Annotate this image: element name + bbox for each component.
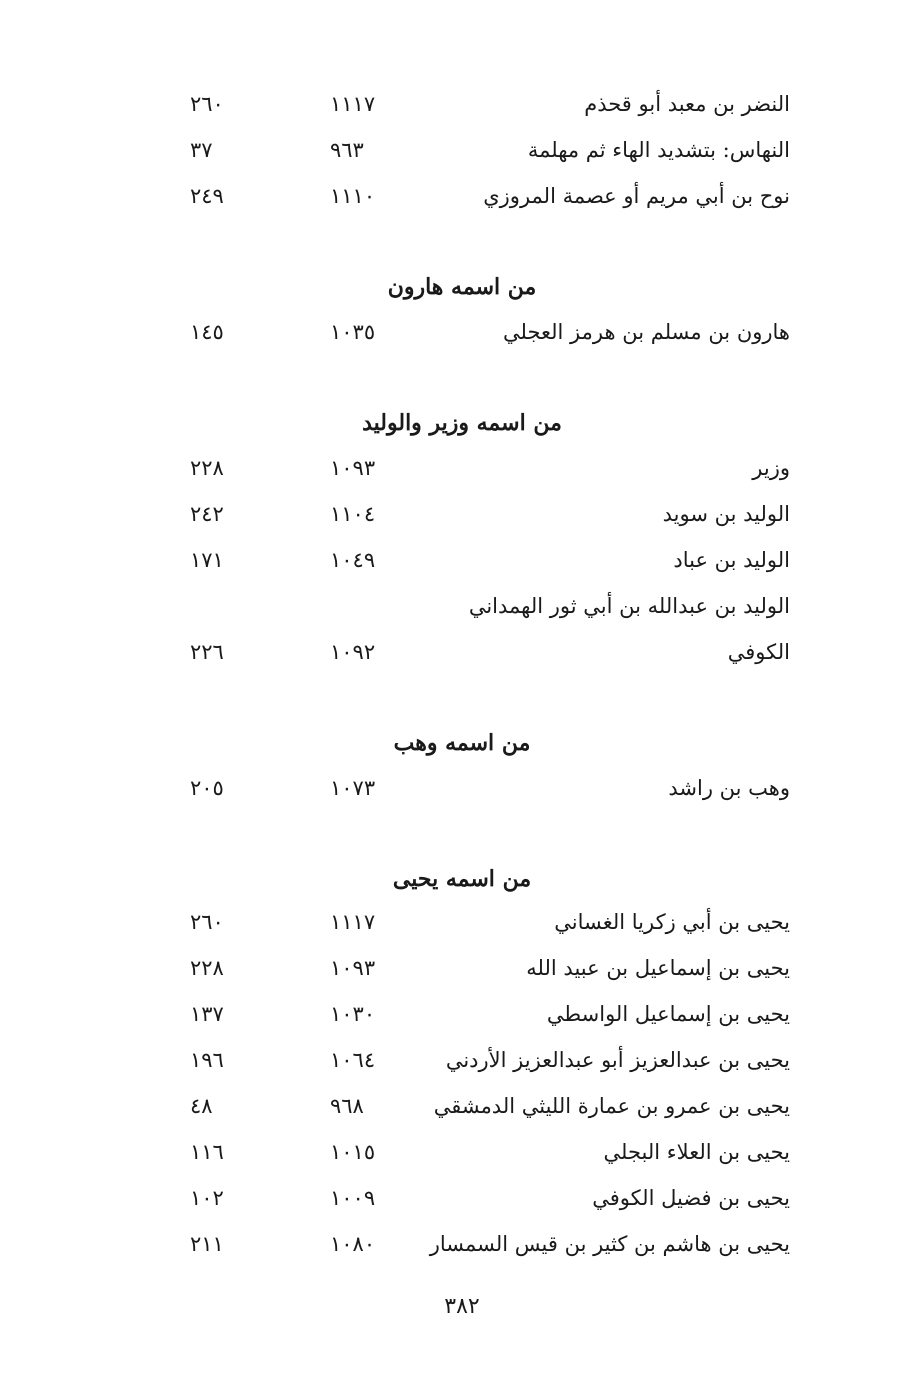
entry-name: يحيى بن العلاء البجلي (603, 1140, 790, 1164)
index-row (0, 1094, 924, 1134)
entry-name: نوح بن أبي مريم أو عصمة المروزي (483, 184, 790, 208)
section-heading: من اسمه يحيى (392, 866, 532, 892)
index-row (0, 776, 924, 816)
entry-number: ١٠٩٣ (330, 956, 376, 980)
entry-name: يحيى بن عبدالعزيز أبو عبدالعزيز الأردني (445, 1048, 790, 1072)
entry-name: وزير (752, 456, 790, 480)
entry-name: وهب بن راشد (668, 776, 790, 800)
entry-page: ٣٧ (190, 138, 213, 162)
entry-number: ١٠٨٠ (330, 1232, 376, 1256)
entry-number: ١٠٦٤ (330, 1048, 376, 1072)
entry-page: ١٩٦ (190, 1048, 224, 1072)
entry-page: ٢٠٥ (190, 776, 224, 800)
entry-number: ١٠١٥ (330, 1140, 376, 1164)
entry-page: ٢٢٨ (190, 956, 224, 980)
entry-name: النهاس: بتشديد الهاء ثم مهلمة (527, 138, 790, 162)
page-number: ٣٨٢ (444, 1294, 480, 1319)
index-row (0, 1002, 924, 1042)
entry-name: الوليد بن عباد (673, 548, 790, 572)
entry-number: ١٠٩٢ (330, 640, 376, 664)
entry-number: ١٠٤٩ (330, 548, 376, 572)
entry-page: ١٤٥ (190, 320, 224, 344)
entry-number: ١٠٣٥ (330, 320, 376, 344)
entry-page: ٢٦٠ (190, 92, 224, 116)
entry-number: ١١١٧ (330, 910, 376, 934)
entry-number: ٩٦٨ (330, 1094, 364, 1118)
entry-name: الوليد بن سويد (662, 502, 790, 526)
entry-name: يحيى بن هاشم بن كثير بن قيس السمسار (429, 1232, 790, 1256)
entry-number: ١٠٣٠ (330, 1002, 376, 1026)
entry-name: النضر بن معبد أبو قحذم (584, 92, 790, 116)
section-heading: من اسمه وزير والوليد (362, 410, 562, 436)
entry-page: ٢٢٨ (190, 456, 224, 480)
entry-page: ١٣٧ (190, 1002, 224, 1026)
entry-number: ١٠٧٣ (330, 776, 376, 800)
entry-page: ٢٤٢ (190, 502, 224, 526)
index-row (0, 956, 924, 996)
section-heading: من اسمه وهب (393, 730, 531, 756)
entry-number: ٩٦٣ (330, 138, 364, 162)
entry-page: ١٧١ (190, 548, 224, 572)
index-row (0, 138, 924, 178)
index-row (0, 502, 924, 542)
entry-number: ١٠٩٣ (330, 456, 376, 480)
entry-name: هارون بن مسلم بن هرمز العجلي (503, 320, 790, 344)
entry-page: ٤٨ (190, 1094, 213, 1118)
index-row (0, 1232, 924, 1272)
section-heading: من اسمه هارون (387, 274, 537, 300)
index-row (0, 1048, 924, 1088)
entry-name: الوليد بن عبدالله بن أبي ثور الهمداني (468, 594, 790, 618)
index-row (0, 548, 924, 588)
entry-page: ٢٦٠ (190, 910, 224, 934)
entry-name: الكوفي (727, 640, 790, 664)
entry-name: يحيى بن إسماعيل بن عبيد الله (526, 956, 790, 980)
entry-name: يحيى بن فضيل الكوفي (592, 1186, 790, 1210)
entry-name: يحيى بن عمرو بن عمارة الليثي الدمشقي (433, 1094, 790, 1118)
entry-page: ٢١١ (190, 1232, 224, 1256)
entry-number: ١٠٠٩ (330, 1186, 376, 1210)
entry-name: يحيى بن أبي زكريا الغساني (554, 910, 790, 934)
index-row (0, 594, 924, 634)
index-row (0, 320, 924, 360)
entry-page: ١١٦ (190, 1140, 224, 1164)
index-row (0, 456, 924, 496)
index-row (0, 1186, 924, 1226)
entry-page: ٢٢٦ (190, 640, 224, 664)
index-row (0, 184, 924, 224)
entry-number: ١١١٧ (330, 92, 376, 116)
index-row (0, 1140, 924, 1180)
index-row (0, 640, 924, 680)
index-row (0, 910, 924, 950)
entry-name: يحيى بن إسماعيل الواسطي (546, 1002, 790, 1026)
index-row (0, 92, 924, 132)
entry-page: ٢٤٩ (190, 184, 224, 208)
entry-page: ١٠٢ (190, 1186, 224, 1210)
entry-number: ١١١٠ (330, 184, 376, 208)
entry-number: ١١٠٤ (330, 502, 376, 526)
